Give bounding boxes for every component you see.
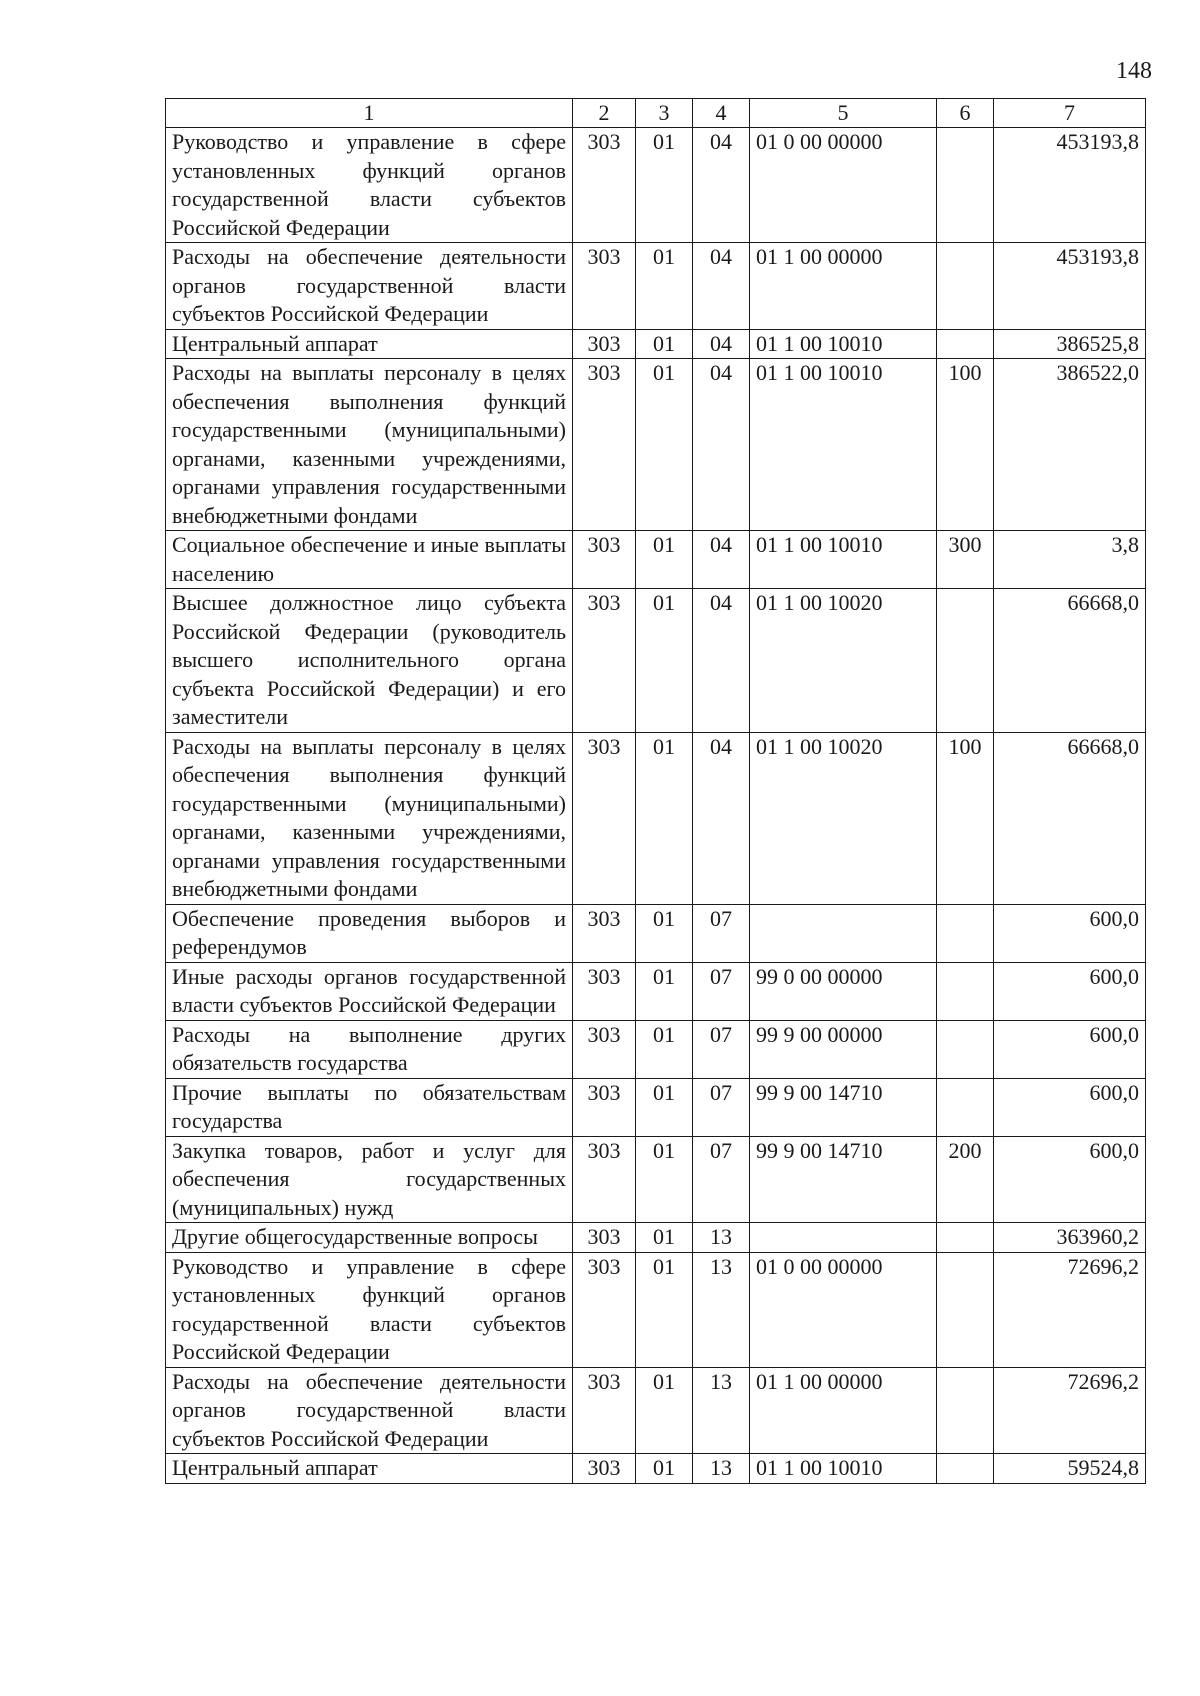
target-article-cell: 99 9 00 14710 xyxy=(750,1136,937,1223)
ministry-code-cell: 303 xyxy=(573,1454,636,1484)
row-name-cell: Закупка товаров, работ и услуг для обеспечения государственных (муниципальных) нужд xyxy=(166,1136,573,1223)
ministry-code-cell: 303 xyxy=(573,1078,636,1136)
ministry-code-cell: 303 xyxy=(573,589,636,733)
column-header-4: 4 xyxy=(693,99,750,128)
subsection-code-cell: 13 xyxy=(693,1252,750,1367)
subsection-code-cell: 04 xyxy=(693,243,750,330)
table-row xyxy=(166,128,1146,243)
column-header-1: 1 xyxy=(166,99,573,128)
table-row xyxy=(166,962,1146,1020)
section-code-cell: 01 xyxy=(636,128,693,243)
row-name-cell: Центральный аппарат xyxy=(166,329,573,359)
target-article-cell: 01 1 00 00000 xyxy=(750,243,937,330)
amount-cell: 453193,8 xyxy=(994,243,1146,330)
table-row xyxy=(166,1078,1146,1136)
target-article-cell: 01 1 00 10020 xyxy=(750,589,937,733)
expense-type-cell: 300 xyxy=(937,531,994,589)
column-header-2: 2 xyxy=(573,99,636,128)
subsection-code-cell: 07 xyxy=(693,1078,750,1136)
expense-type-cell xyxy=(937,904,994,962)
amount-cell: 386522,0 xyxy=(994,359,1146,531)
expense-type-cell xyxy=(937,962,994,1020)
amount-cell: 72696,2 xyxy=(994,1367,1146,1454)
expense-type-cell: 200 xyxy=(937,1136,994,1223)
table-row xyxy=(166,329,1146,359)
amount-cell: 59524,8 xyxy=(994,1454,1146,1484)
target-article-cell: 01 1 00 10010 xyxy=(750,531,937,589)
table-body xyxy=(166,128,1146,1484)
row-name-cell: Расходы на обеспечение деятельности органов государственной власти субъектов Российской Федерации xyxy=(166,243,573,330)
table-row xyxy=(166,531,1146,589)
column-header-7: 7 xyxy=(994,99,1146,128)
amount-cell: 363960,2 xyxy=(994,1223,1146,1253)
section-code-cell: 01 xyxy=(636,1454,693,1484)
subsection-code-cell: 04 xyxy=(693,359,750,531)
target-article-cell: 99 9 00 00000 xyxy=(750,1020,937,1078)
expense-type-cell xyxy=(937,1223,994,1253)
ministry-code-cell: 303 xyxy=(573,1252,636,1367)
table-row xyxy=(166,1020,1146,1078)
section-code-cell: 01 xyxy=(636,1136,693,1223)
row-name-cell: Расходы на обеспечение деятельности органов государственной власти субъектов Российской Федерации xyxy=(166,1367,573,1454)
row-name-cell: Высшее должностное лицо субъекта Российской Федерации (руководитель высшего исполнительного органа субъекта Российской Федерации) и его заместители xyxy=(166,589,573,733)
ministry-code-cell: 303 xyxy=(573,904,636,962)
ministry-code-cell: 303 xyxy=(573,128,636,243)
row-name-cell: Прочие выплаты по обязательствам государства xyxy=(166,1078,573,1136)
amount-cell: 600,0 xyxy=(994,1136,1146,1223)
column-header-6: 6 xyxy=(937,99,994,128)
amount-cell: 600,0 xyxy=(994,904,1146,962)
expense-type-cell: 100 xyxy=(937,732,994,904)
amount-cell: 72696,2 xyxy=(994,1252,1146,1367)
subsection-code-cell: 07 xyxy=(693,1136,750,1223)
table-row xyxy=(166,243,1146,330)
target-article-cell: 01 1 00 10010 xyxy=(750,1454,937,1484)
section-code-cell: 01 xyxy=(636,329,693,359)
amount-cell: 66668,0 xyxy=(994,732,1146,904)
ministry-code-cell: 303 xyxy=(573,359,636,531)
table-row xyxy=(166,359,1146,531)
row-name-cell: Расходы на выплаты персоналу в целях обеспечения выполнения функций государственными (муниципальными) органами, казенными учреждениями, органами управления государственными внебюджетными фондами xyxy=(166,732,573,904)
target-article-cell xyxy=(750,904,937,962)
ministry-code-cell: 303 xyxy=(573,329,636,359)
subsection-code-cell: 04 xyxy=(693,732,750,904)
section-code-cell: 01 xyxy=(636,962,693,1020)
subsection-code-cell: 04 xyxy=(693,329,750,359)
expense-type-cell xyxy=(937,1020,994,1078)
amount-cell: 3,8 xyxy=(994,531,1146,589)
row-name-cell: Центральный аппарат xyxy=(166,1454,573,1484)
row-name-cell: Расходы на выплаты персоналу в целях обеспечения выполнения функций государственными (муниципальными) органами, казенными учреждениями, органами управления государственными внебюджетными фондами xyxy=(166,359,573,531)
table-row xyxy=(166,1454,1146,1484)
subsection-code-cell: 13 xyxy=(693,1454,750,1484)
table-row xyxy=(166,904,1146,962)
section-code-cell: 01 xyxy=(636,1078,693,1136)
subsection-code-cell: 13 xyxy=(693,1367,750,1454)
column-header-5: 5 xyxy=(750,99,937,128)
section-code-cell: 01 xyxy=(636,1020,693,1078)
table-header-row xyxy=(166,99,1146,128)
table-row xyxy=(166,589,1146,733)
ministry-code-cell: 303 xyxy=(573,1020,636,1078)
subsection-code-cell: 04 xyxy=(693,589,750,733)
expense-type-cell xyxy=(937,1454,994,1484)
expense-type-cell: 100 xyxy=(937,359,994,531)
section-code-cell: 01 xyxy=(636,904,693,962)
ministry-code-cell: 303 xyxy=(573,531,636,589)
section-code-cell: 01 xyxy=(636,1367,693,1454)
amount-cell: 600,0 xyxy=(994,1020,1146,1078)
amount-cell: 600,0 xyxy=(994,1078,1146,1136)
target-article-cell: 01 1 00 10020 xyxy=(750,732,937,904)
subsection-code-cell: 04 xyxy=(693,531,750,589)
table-row xyxy=(166,1136,1146,1223)
table-row xyxy=(166,1252,1146,1367)
subsection-code-cell: 07 xyxy=(693,962,750,1020)
expense-type-cell xyxy=(937,589,994,733)
amount-cell: 600,0 xyxy=(994,962,1146,1020)
section-code-cell: 01 xyxy=(636,1252,693,1367)
expense-type-cell xyxy=(937,243,994,330)
amount-cell: 66668,0 xyxy=(994,589,1146,733)
expense-type-cell xyxy=(937,1252,994,1367)
budget-table xyxy=(165,98,1146,1484)
ministry-code-cell: 303 xyxy=(573,1367,636,1454)
row-name-cell: Иные расходы органов государственной власти субъектов Российской Федерации xyxy=(166,962,573,1020)
subsection-code-cell: 07 xyxy=(693,904,750,962)
column-header-3: 3 xyxy=(636,99,693,128)
target-article-cell: 99 9 00 14710 xyxy=(750,1078,937,1136)
subsection-code-cell: 04 xyxy=(693,128,750,243)
target-article-cell xyxy=(750,1223,937,1253)
expense-type-cell xyxy=(937,1367,994,1454)
section-code-cell: 01 xyxy=(636,589,693,733)
expense-type-cell xyxy=(937,128,994,243)
ministry-code-cell: 303 xyxy=(573,732,636,904)
row-name-cell: Руководство и управление в сфере установленных функций органов государственной власти субъектов Российской Федерации xyxy=(166,1252,573,1367)
section-code-cell: 01 xyxy=(636,243,693,330)
table-row xyxy=(166,1223,1146,1253)
subsection-code-cell: 13 xyxy=(693,1223,750,1253)
ministry-code-cell: 303 xyxy=(573,1223,636,1253)
row-name-cell: Обеспечение проведения выборов и референдумов xyxy=(166,904,573,962)
section-code-cell: 01 xyxy=(636,359,693,531)
amount-cell: 386525,8 xyxy=(994,329,1146,359)
section-code-cell: 01 xyxy=(636,732,693,904)
section-code-cell: 01 xyxy=(636,1223,693,1253)
target-article-cell: 99 0 00 00000 xyxy=(750,962,937,1020)
table-row xyxy=(166,1367,1146,1454)
table-row xyxy=(166,732,1146,904)
ministry-code-cell: 303 xyxy=(573,243,636,330)
ministry-code-cell: 303 xyxy=(573,1136,636,1223)
row-name-cell: Социальное обеспечение и иные выплаты населению xyxy=(166,531,573,589)
expense-type-cell xyxy=(937,1078,994,1136)
target-article-cell: 01 1 00 10010 xyxy=(750,359,937,531)
amount-cell: 453193,8 xyxy=(994,128,1146,243)
ministry-code-cell: 303 xyxy=(573,962,636,1020)
row-name-cell: Другие общегосударственные вопросы xyxy=(166,1223,573,1253)
target-article-cell: 01 0 00 00000 xyxy=(750,1252,937,1367)
row-name-cell: Руководство и управление в сфере установленных функций органов государственной власти субъектов Российской Федерации xyxy=(166,128,573,243)
row-name-cell: Расходы на выполнение других обязательств государства xyxy=(166,1020,573,1078)
expense-type-cell xyxy=(937,329,994,359)
target-article-cell: 01 1 00 10010 xyxy=(750,329,937,359)
section-code-cell: 01 xyxy=(636,531,693,589)
target-article-cell: 01 1 00 00000 xyxy=(750,1367,937,1454)
page-number: 148 xyxy=(1116,58,1152,84)
subsection-code-cell: 07 xyxy=(693,1020,750,1078)
target-article-cell: 01 0 00 00000 xyxy=(750,128,937,243)
